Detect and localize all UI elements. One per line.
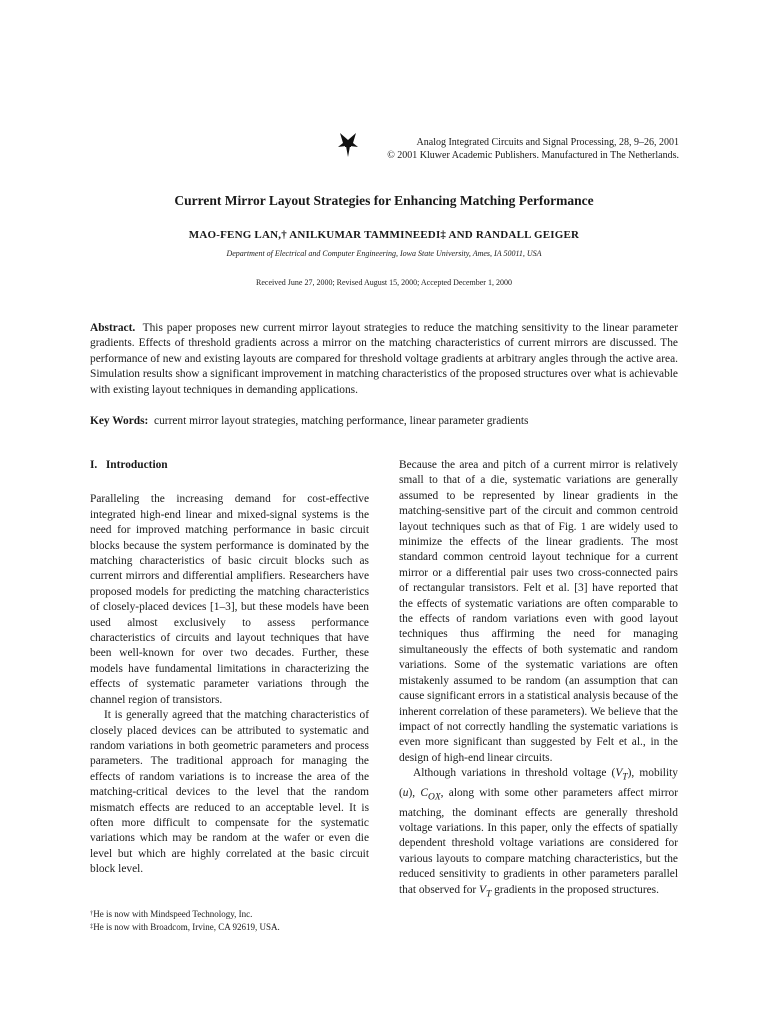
vt-letter: V [615,767,623,780]
p4-text-a: Although variations in threshold voltage ( [413,767,616,780]
intro-paragraph-4 [399,766,678,902]
section-heading: I. Introduction [90,459,168,471]
journal-citation: Analog Integrated Circuits and Signal Processing, 28, 9–26, 2001 [416,137,679,148]
journal-info [387,136,679,162]
intro-paragraph-2: It is generally agreed that the matching characteristics of closely placed devices can be attributed to systematic and random variations in both geometric parameters and process parameters. The traditional approach for managing the effects of random variations is to increase the area of the matching-critical devices to the level that the random mismatch effects are reduced to an acceptable level. It is often more difficult to compensate for the systematic variations which may be random at the wafer or even die level but which are highly correlated at the basic circuit block level. [90,709,369,876]
cox-subscript: OX [428,792,441,803]
footnote-2-mark: ‡ [90,923,94,930]
right-column [399,458,678,902]
vt-symbol [615,767,628,783]
p4-text-b: ), mobility ( [399,767,678,799]
p4-text-e: gradients in the proposed structures. [491,883,659,896]
author-list: MAO-FENG LAN,† ANILKUMAR TAMMINEEDI‡ AND RANDALL GEIGER [188,229,580,241]
vt-subscript: T [622,772,628,783]
received-dates: Received June 27, 2000; Revised August 15, 2000; Accepted December 1, 2000 [256,278,512,287]
intro-paragraph-3: Because the area and pitch of a current mirror is relatively small to that of a die, systematic variations are generally assumed to be represented by linear gradients in the matching-sensitive part of the circuit and common centroid layout techniques such as that of Fig. 1 are widely used to minimize the effects of the linear gradients. The most standard common centroid layout technique for a current mirror or a differential pair uses two cross-connected pairs of rectangular transistors. Felt et al. [3] have reported that the effects of systematic variations are often comparable to the effects of random variations even with good layout techniques thus affirming the need for managing simultaneously the effects of both systematic and random variations. Some of the systematic variations are often mistakenly assumed to be random (an assumption that can cause significant errors in a statistical analysis because of the inherent correlation of these parameters). We believe that the impact of not correctly handling the systematic variations is even more significant than suggested by Felt et al., in the design of high-end linear circuits. [399,459,678,764]
keywords-text: current mirror layout strategies, matching performance, linear parameter gradients [154,415,529,427]
paper-title: Current Mirror Layout Strategies for Enhancing Matching Performance [174,193,594,208]
footnote-2 [90,921,380,934]
footnote-1-text: He is now with Mindspeed Technology, Inc. [93,909,253,919]
vt2-subscript: T [486,888,492,899]
vt2-letter: V [479,883,486,896]
footnote-1-mark: † [90,910,94,917]
keywords-label: Key Words: [90,415,149,427]
cox-letter: C [420,786,428,799]
vt-symbol-2 [479,883,492,899]
abstract-text: This paper proposes new current mirror layout strategies to reduce the matching sensitivity to the linear parameter gradients. Effects of threshold gradients across a mirror on the matching characteristics of current mirrors are discussed. The performance of new and existing layouts are compared for threshold voltage gradients at arbitrary angles through the active area. Simulation results show a significant improvement in matching characteristics of the proposed structures over what is achievable with existing layout techniques in demanding applications. [90,322,678,396]
mobility-symbol: u [402,786,409,799]
p4-text-d: , along with some other parameters affect mirror matching, the dominant effects are generally threshold voltage variations. In this paper, only the effects of spatially dependent threshold voltage variations are considered for various layouts to compare matching characteristics, but the reduced sensitivity to gradients in other parameters parallel that observed for [399,786,678,896]
publisher-logo-icon [337,131,359,159]
footnote-2-text: He is now with Broadcom, Irvine, CA 92619, USA. [93,922,280,932]
intro-paragraph-1: Paralleling the increasing demand for cost-effective integrated high-end linear and mixed-signal systems is the need for improved matching performance in basic circuit blocks because the system performance is dominated by the matching characteristics of basic circuit blocks such as current mirrors and differential amplifiers. Researchers have proposed models for predicting the matching characteristics of closely-placed devices [1–3], but these models have been used almost exclusively to assess performance characteristics of circuits and layout techniques that have been well-known for over two decades. Further, these models have fundamental limitations in characterizing the effects of systematic parameter variations through the channel region of transistors. [90,493,369,706]
affiliation: Department of Electrical and Computer Engineering, Iowa State University, Ames, IA 50011, USA [226,249,542,258]
footnote-1 [90,908,380,921]
p4-text-c: ), [408,786,421,799]
keywords [90,414,678,429]
left-column [90,458,369,878]
abstract [90,321,678,398]
footnotes [90,908,380,934]
copyright-notice: © 2001 Kluwer Academic Publishers. Manufactured in The Netherlands. [387,150,679,161]
abstract-label: Abstract. [90,322,136,334]
cox-symbol [420,786,441,803]
